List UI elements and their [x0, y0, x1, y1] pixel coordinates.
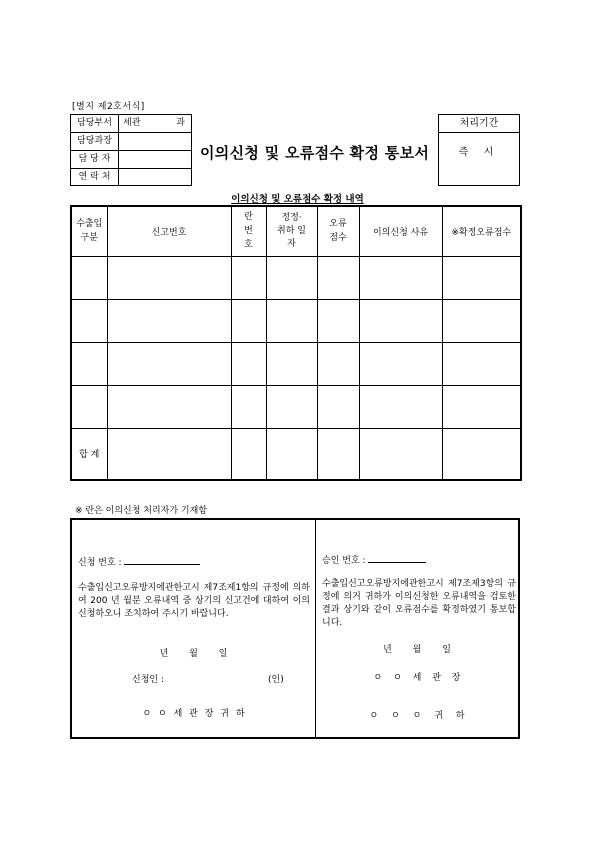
info-row-manager — [71, 133, 191, 151]
applicant-number-row — [78, 554, 200, 568]
table-cell[interactable] — [317, 342, 359, 385]
applicant-number-field[interactable] — [124, 554, 200, 565]
info-value[interactable]: 세관 — [123, 118, 141, 128]
header-confirmed-error-score: ※확정오류점수 — [442, 206, 521, 256]
table-cell[interactable] — [317, 256, 359, 299]
table-cell[interactable] — [107, 299, 231, 342]
applicant-number-label: 신청 번호 : — [78, 558, 122, 568]
table-cell[interactable] — [266, 385, 317, 428]
application-date[interactable]: 년 월 일 — [159, 649, 228, 659]
table-cell[interactable] — [359, 428, 442, 480]
table-cell[interactable] — [266, 428, 317, 480]
table-cell[interactable] — [71, 299, 107, 342]
table-cell[interactable] — [359, 299, 442, 342]
info-label: 담당부서 — [71, 115, 119, 132]
form-number-tag: [별지 제2호서식] — [72, 102, 145, 112]
table-cell[interactable] — [107, 428, 231, 480]
info-label: 연 락 처 — [71, 169, 119, 186]
header-export-import-type: 수출입 구분 — [71, 206, 107, 256]
table-cell[interactable] — [266, 256, 317, 299]
table-cell[interactable] — [266, 299, 317, 342]
table-row — [71, 342, 521, 385]
document-title: 이의신청 및 오류점수 확정 통보서 — [200, 144, 430, 162]
info-row-department — [71, 115, 191, 133]
info-row-officer — [71, 151, 191, 169]
table-row — [71, 299, 521, 342]
table-cell[interactable] — [231, 299, 266, 342]
approval-notice-pane — [316, 520, 518, 737]
table-cell[interactable] — [107, 385, 231, 428]
table-cell[interactable] — [71, 385, 107, 428]
table-cell[interactable] — [359, 256, 442, 299]
info-label: 담당과장 — [71, 133, 119, 150]
approval-number-label: 승인 번호 : — [322, 556, 366, 566]
section-title-text: 이의신청 및 오류점수 확정 내역 — [231, 194, 364, 205]
table-cell[interactable] — [71, 342, 107, 385]
table-cell[interactable] — [231, 256, 266, 299]
table-header-row — [71, 206, 521, 256]
seal-mark: (인) — [268, 675, 284, 685]
application-approval-box — [70, 518, 520, 739]
header-correction-date: 정정· 취하 일자 — [266, 206, 317, 256]
approval-date[interactable]: 년 월 일 — [383, 645, 451, 655]
table-cell[interactable] — [317, 299, 359, 342]
table-cell[interactable] — [107, 342, 231, 385]
approval-recipient: ㅇ ㅇ ㅇ 귀 하 — [369, 711, 465, 721]
section-title — [0, 191, 595, 205]
application-recipient: ㅇ ㅇ 세 관 장 귀 하 — [142, 709, 245, 719]
table-cell[interactable] — [442, 428, 521, 480]
info-label: 담 당 자 — [71, 151, 119, 168]
objection-details-table — [70, 205, 522, 481]
info-value-suffix: 과 — [176, 118, 185, 128]
table-cell[interactable] — [442, 299, 521, 342]
processing-period-value: 즉 시 — [458, 147, 500, 158]
info-row-contact — [71, 169, 191, 187]
table-cell[interactable] — [71, 256, 107, 299]
header-item-number: 란 번호 — [231, 206, 266, 256]
approval-sender: ㅇ ㅇ 세 관 장 — [373, 673, 461, 683]
applicant-label: 신청인 : — [132, 675, 164, 685]
header-objection-reason: 이의신청 사유 — [359, 206, 442, 256]
table-row — [71, 385, 521, 428]
table-cell[interactable] — [231, 428, 266, 480]
processing-period-box — [438, 114, 520, 186]
approval-body-text: 수출입신고오류방지에관한고시 제7조제3항의 규정에 의거 귀하가 이의신청한 오류내역을 검토한 결과 상기와 같이 오류점수를 확정하였기 통보합니다. — [322, 579, 516, 628]
approval-number-field[interactable] — [368, 552, 426, 563]
header-error-score: 오류 점수 — [317, 206, 359, 256]
table-sum-row — [71, 428, 521, 480]
table-cell[interactable] — [107, 256, 231, 299]
table-cell[interactable] — [231, 342, 266, 385]
table-cell[interactable] — [317, 385, 359, 428]
table-cell[interactable] — [231, 385, 266, 428]
table-cell[interactable] — [266, 342, 317, 385]
header-declaration-number: 신고번호 — [107, 206, 231, 256]
table-cell[interactable] — [359, 342, 442, 385]
contact-info-table — [70, 114, 192, 186]
table-row — [71, 256, 521, 299]
application-body-text: 수출입신고오류방지에관한고시 제7조제1항의 규정에 의하여 200 년 월분 오류내역 중 상기의 신고건에 대하여 이의신청하오니 조치하여 주시기 바랍니다. — [78, 583, 310, 619]
objection-application-pane — [72, 520, 315, 737]
processing-period-label: 처리기간 — [439, 115, 519, 133]
table-cell[interactable] — [442, 256, 521, 299]
table-cell[interactable] — [442, 385, 521, 428]
table-cell[interactable] — [317, 428, 359, 480]
table-cell[interactable] — [359, 385, 442, 428]
table-cell[interactable] — [442, 342, 521, 385]
sum-label: 합 계 — [71, 428, 107, 480]
processor-note: ※ 란은 이의신청 처리자가 기재함 — [75, 506, 208, 516]
approval-number-row — [322, 552, 426, 566]
